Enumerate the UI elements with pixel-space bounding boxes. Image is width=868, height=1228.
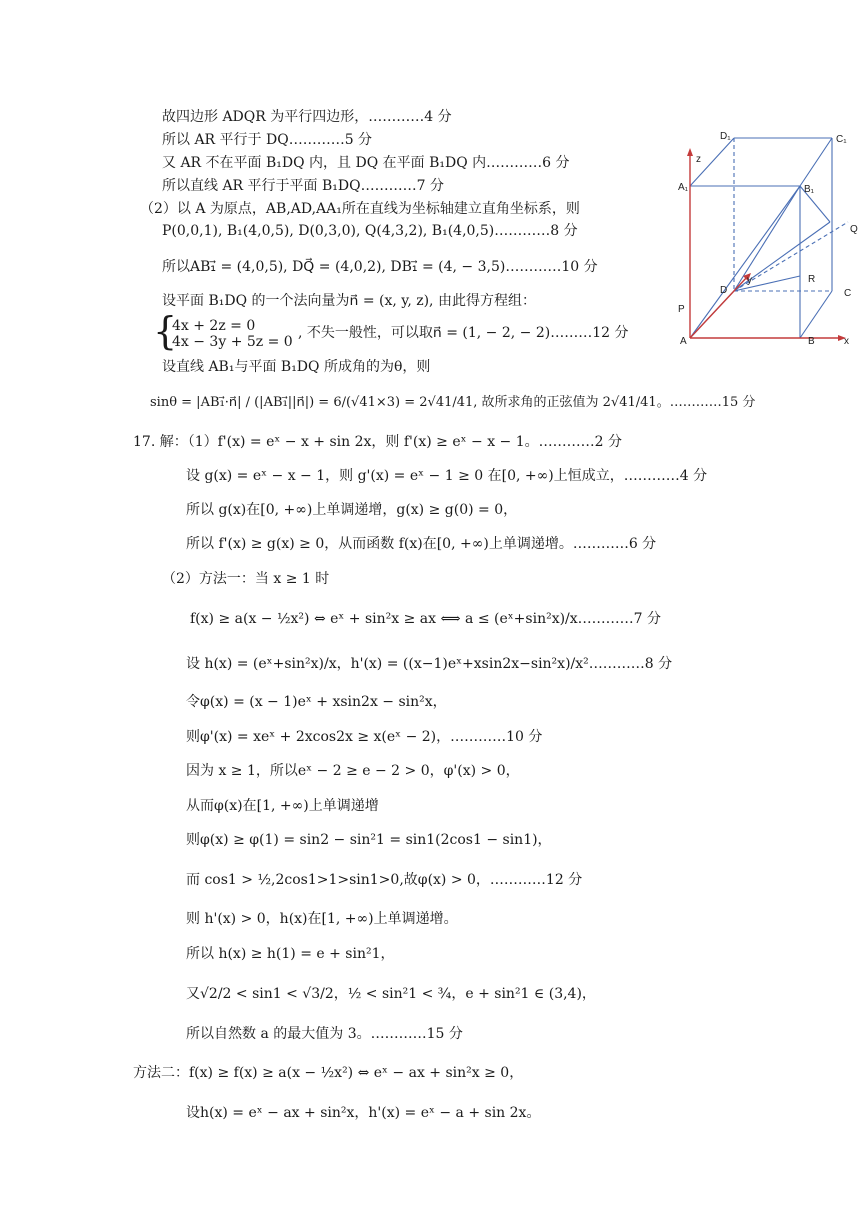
solution-line: 而 cos1 > ½,2cos1>1>sin1>0,故φ(x) > 0，…………12 分 <box>186 872 583 888</box>
solution-line: 因为 x ≥ 1，所以eˣ − 2 ≥ e − 2 > 0，φ'(x) > 0， <box>186 763 520 779</box>
label-c1: C₁ <box>836 134 847 145</box>
vectors-line: 所以AB₁⃗ = (4,0,5), DQ⃗ = (4,0,2), DB₁⃗ = (4, − 3,5)…………10 分 <box>162 259 598 275</box>
coordinates-line: P(0,0,1), B₁(4,0,5), D(0,3,0), Q(4,3,2), B₁(4,0,5)…………8 分 <box>162 223 578 239</box>
proof-line: 又 AR 不在平面 B₁DQ 内，且 DQ 在平面 B₁DQ 内…………6 分 <box>162 155 570 171</box>
angle-setup-line: 设直线 AB₁与平面 B₁DQ 所成角的为θ，则 <box>162 359 431 375</box>
prism-figure <box>672 126 868 350</box>
label-q: Q <box>850 224 858 235</box>
label-y: y <box>747 275 752 286</box>
method-one-heading: （2）方法一：当 x ≥ 1 时 <box>162 571 330 587</box>
normal-vector-choice: , 不失一般性，可以取n⃗ = (1, − 2, − 2)………12 分 <box>298 325 629 341</box>
solution-line: 所以自然数 a 的最大值为 3。…………15 分 <box>186 1026 463 1042</box>
label-r: R <box>808 274 816 285</box>
label-d: D <box>720 285 728 296</box>
solution-line: 则φ(x) ≥ φ(1) = sin2 − sin²1 = sin1(2cos1 − sin1)， <box>186 832 552 848</box>
label-z: z <box>696 154 701 165</box>
solution-line: 所以 g(x)在[0, +∞)上单调递增，g(x) ≥ g(0) = 0， <box>186 502 518 518</box>
label-a1: A₁ <box>678 182 689 193</box>
solution-line: 所以 h(x) ≥ h(1) = e + sin²1， <box>186 946 395 962</box>
sine-result-line: sinθ = |AB₁⃗·n⃗| / (|AB₁⃗||n⃗|) = 6/(√41×3) = 2√41/41, 故所求角的正弦值为 2√41/41。…………15 分 <box>150 395 756 410</box>
solution-line: 设 g(x) = eˣ − x − 1，则 g'(x) = eˣ − 1 ≥ 0 在[0, +∞)上恒成立，…………4 分 <box>186 468 708 484</box>
proof-line: 所以 AR 平行于 DQ…………5 分 <box>162 132 373 148</box>
label-b1: B₁ <box>804 184 815 195</box>
solution-line: 设h(x) = eˣ − ax + sin²x，h'(x) = eˣ − a + sin 2x。 <box>186 1105 541 1121</box>
solution-line: 从而φ(x)在[1, +∞)上单调递增 <box>186 798 379 814</box>
label-p: P <box>678 304 685 315</box>
solution-line: 所以 f'(x) ≥ g(x) ≥ 0，从而函数 f(x)在[0, +∞)上单调递增。…………6 分 <box>186 536 657 552</box>
label-a: A <box>680 336 687 347</box>
solution-line: 又√2/2 < sin1 < √3/2，½ < sin²1 < ¾，e + sin²1 ∈ (3,4)， <box>186 986 596 1002</box>
system-eq-2: 4x − 3y + 5z = 0 <box>172 334 293 350</box>
solution-line: 则 h'(x) > 0，h(x)在[1, +∞)上单调递增。 <box>186 911 458 927</box>
label-b: B <box>808 336 815 347</box>
label-x: x <box>844 336 849 347</box>
solution-line: 则φ'(x) = xeˣ + 2xcos2x ≥ x(eˣ − 2)，…………10 分 <box>186 729 543 745</box>
system-eq-1: 4x + 2z = 0 <box>172 318 256 334</box>
solution-line: f(x) ≥ a(x − ½x²) ⇔ eˣ + sin²x ≥ ax ⟺ a ≤ (eˣ+sin²x)/x…………7 分 <box>190 611 662 627</box>
normal-vector-line: 设平面 B₁DQ 的一个法向量为n⃗ = (x, y, z), 由此得方程组： <box>162 293 536 309</box>
proof-line: 故四边形 ADQR 为平行四边形，…………4 分 <box>162 109 452 125</box>
part-2-intro: （2）以 A 为原点，AB,AD,AA₁所在直线为坐标轴建立直角坐标系，则 <box>140 201 580 217</box>
proof-line: 所以直线 AR 平行于平面 B₁DQ…………7 分 <box>162 178 444 194</box>
method-two-line: 方法二：f(x) ≥ f(x) ≥ a(x − ½x²) ⇔ eˣ − ax + sin²x ≥ 0， <box>133 1065 524 1081</box>
solution-line: 设 h(x) = (eˣ+sin²x)/x，h'(x) = ((x−1)eˣ+xsin2x−sin²x)/x²…………8 分 <box>186 656 673 672</box>
problem-17-heading: 17. 解：（1）f'(x) = eˣ − x + sin 2x，则 f'(x) ≥ eˣ − x − 1。…………2 分 <box>133 434 622 450</box>
system-brace: { <box>153 309 178 353</box>
label-c: C <box>844 288 852 299</box>
label-d1: D₁ <box>720 131 731 142</box>
solution-line: 令φ(x) = (x − 1)eˣ + xsin2x − sin²x， <box>186 694 447 710</box>
